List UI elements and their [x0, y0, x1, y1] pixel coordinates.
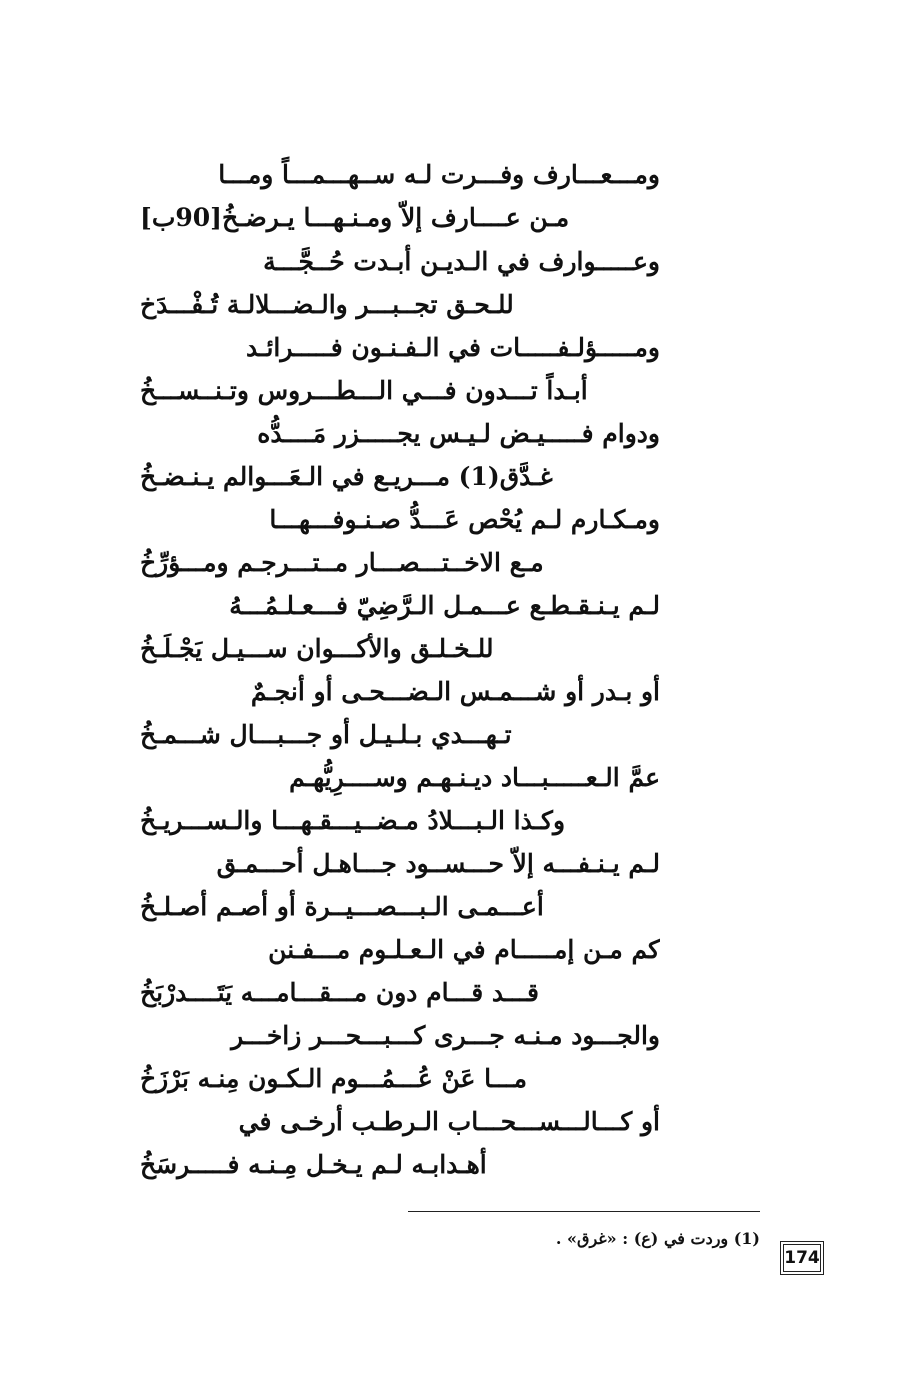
verse-line: مـــا عَنْ عُـــمُـــوم الـكـون مِنـه بَرْزَخُ	[140, 1064, 528, 1093]
verse-line: للـخـلـق والأكـــوان ســـيـل يَجْـلَـخُ	[140, 634, 494, 663]
verse-line: أبـداً تـــدون فـــي الـــطـــروس وتـنــســـخُ	[140, 376, 588, 405]
verse-line: قـــد قـــام دون مـــقـــامـــه يَتَــــدرْبَخُ	[140, 978, 539, 1007]
verse-line: أهـدابـه لـم يـخـل مِـنـه فـــــرسَخُ	[140, 1150, 487, 1179]
verse-line: أو كـــالـــســـحـــاب الـرطـب أرخـى في	[238, 1107, 660, 1136]
verse-line: غـدَّق(1) مـــريـع في الـعَـــوالم يـنـضـخُ	[140, 462, 553, 491]
verse-line: وعـــــوارف في الـديـن أبـدت حُــجَّـــة	[263, 247, 660, 276]
verse-line: مـن عــــارف إلاّ ومـنـهـــا يـرضـخُ[90ب]	[140, 203, 570, 232]
verse-line: ودوام فـــــيـض لـيـس يجـــــزر مَــــدُّه	[257, 419, 660, 448]
footnote: (1) وردت في (ع) : «غرق» .	[555, 1229, 760, 1248]
verse-line: أعـــمـى الـبـــصـــيــرة أو أصـم أصـلـخُ	[140, 892, 544, 921]
verse-line: أو بـدر أو شـــمـس الـضـــحـى أو أنجـمٌ	[250, 677, 660, 706]
verse-line: والجـــود مـنـه جـــرى كـــبـــحـــر زاخـــر	[231, 1021, 660, 1050]
verse-line: تـهـــدي بـلـيـل أو جـــبـــال شـــمـخُ	[140, 720, 512, 749]
verse-line: كم مـن إمـــــام في الـعـلـوم مـــفـنن	[268, 935, 660, 964]
verse-line: ومـــــؤلـفـــــات في الـفـنـون فـــــرائـد	[246, 333, 660, 362]
footnote-divider	[408, 1211, 760, 1212]
verse-line: ومـكـارم لـم يُحْص عَـــدُّ صـنـوفـــهـــا	[269, 505, 660, 534]
page-number: 174	[783, 1244, 821, 1272]
verse-line: عمَّ الـعـــــبـــاد ديـنـهـم وســــرِيُّهـم	[289, 763, 660, 792]
verse-line: مـع الاخــتـــصـــار مــتـــرجـم ومـــؤرِّخُ	[140, 548, 544, 577]
verse-line: ومـــعـــارف وفـــرت لـه ســهـــمـــاً ومـــا	[218, 160, 660, 189]
verse-line: لـم يـنـقـطـع عـــمـل الـرَّضِيّ فـــعـلـمُـــهُ	[229, 591, 660, 620]
verse-line: للـحـق تجــبـــر والـضـــلالـة تُـفْـــدَخ	[140, 290, 514, 319]
verse-line: وكـذا الـبـــلادُ مـضــيـــقـهـــا والـســـريـخُ	[140, 806, 566, 835]
verse-line: لـم يـنـفـــه إلاّ حـــســود جـــاهـل أحـــمـق	[216, 849, 660, 878]
